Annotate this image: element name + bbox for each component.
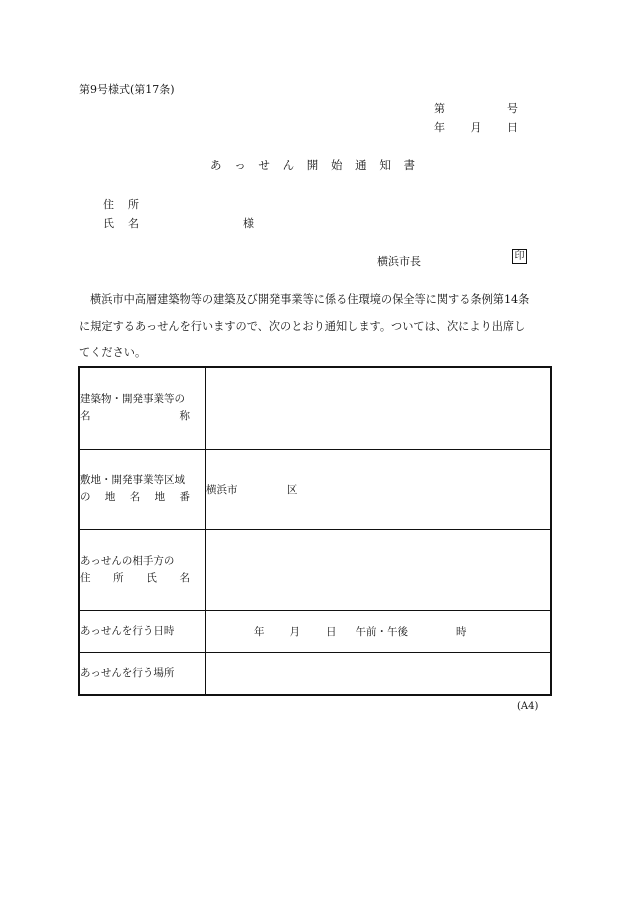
value-site-location[interactable]: [206, 449, 552, 530]
table-row-datetime: [79, 611, 551, 653]
title-char: 始: [330, 158, 343, 172]
title-char: あ: [210, 158, 222, 172]
label-datetime: あっせんを行う日時: [79, 611, 206, 653]
value-ward: 区: [286, 483, 298, 496]
document-number-suffix: 号: [507, 102, 518, 115]
table-row-building-name: [79, 367, 551, 449]
datetime-fields: [206, 624, 550, 639]
datetime-hour: 時: [456, 625, 467, 638]
name-char: 氏: [103, 217, 114, 230]
body-line: てください。: [79, 346, 147, 359]
label-char: 名: [129, 491, 141, 504]
label-line: 建築物・開発事業等の: [80, 393, 185, 406]
value-building-name[interactable]: [206, 367, 552, 449]
label-char: 地: [154, 491, 166, 504]
label-char: の: [80, 491, 91, 504]
title-char: 開: [306, 158, 319, 172]
table-row-counterparty: [79, 530, 551, 611]
name-char: 名: [128, 217, 139, 230]
address-char: 住: [103, 198, 114, 211]
document-date: [434, 119, 518, 135]
address-char: 所: [128, 198, 139, 211]
title-char: 通: [355, 158, 367, 172]
label-char: 氏: [146, 572, 157, 585]
label-line-spread: [80, 408, 190, 425]
datetime-year: 年: [254, 625, 265, 638]
body-line: に規定するあっせんを行いますので、次のとおり通知します。ついては、次により出席し: [79, 319, 526, 333]
title-char: せ: [258, 158, 270, 172]
recipient-honorific: 様: [243, 217, 254, 230]
label-char: 住: [80, 572, 91, 585]
label-char: 称: [179, 410, 190, 423]
label-venue: あっせんを行う場所: [79, 652, 206, 695]
label-char: 所: [113, 572, 124, 585]
table-row-venue: [79, 652, 551, 695]
label-char: 番: [179, 491, 190, 504]
document-title: [210, 157, 415, 173]
value-counterparty[interactable]: [206, 530, 552, 611]
label-building-name: [79, 367, 206, 449]
title-char: 知: [379, 158, 391, 172]
label-line-spread: [80, 489, 190, 506]
form-number: 第9号様式(第17条): [79, 83, 175, 96]
datetime-month: 月: [289, 625, 300, 638]
datetime-ampm: 午前・午後: [355, 625, 408, 638]
recipient-name-label: [103, 215, 139, 231]
label-char: 名: [179, 572, 190, 585]
body-text: [79, 287, 549, 367]
title-char: 書: [403, 158, 415, 172]
notice-form-table: [78, 366, 552, 696]
value-city: 横浜市: [206, 483, 238, 496]
paper-size: (A4): [517, 701, 539, 712]
label-counterparty: [79, 530, 206, 611]
date-day: 日: [507, 121, 518, 134]
label-site-location: [79, 449, 206, 530]
label-char: 名: [80, 410, 91, 423]
label-line: あっせんの相手方の: [80, 555, 175, 568]
table-row-site-location: [79, 449, 551, 530]
date-year: 年: [434, 121, 445, 134]
date-month: 月: [470, 121, 482, 134]
seal-mark: 印: [512, 249, 527, 264]
document-number: [434, 100, 518, 116]
label-line: 敷地・開発事業等区域: [80, 474, 185, 487]
recipient-address-label: [103, 196, 139, 212]
label-char: 地: [104, 491, 116, 504]
issuer-title: 横浜市長: [377, 255, 421, 268]
datetime-day: 日: [326, 625, 337, 638]
title-char: ん: [282, 158, 295, 172]
body-line: 横浜市中高層建築物等の建築及び開発事業等に係る住環境の保全等に関する条例第14条: [90, 293, 530, 306]
title-char: っ: [234, 158, 246, 172]
value-venue[interactable]: [206, 652, 552, 695]
label-line-spread: [80, 570, 190, 587]
document-number-prefix: 第: [434, 102, 445, 115]
value-datetime[interactable]: [206, 611, 552, 653]
